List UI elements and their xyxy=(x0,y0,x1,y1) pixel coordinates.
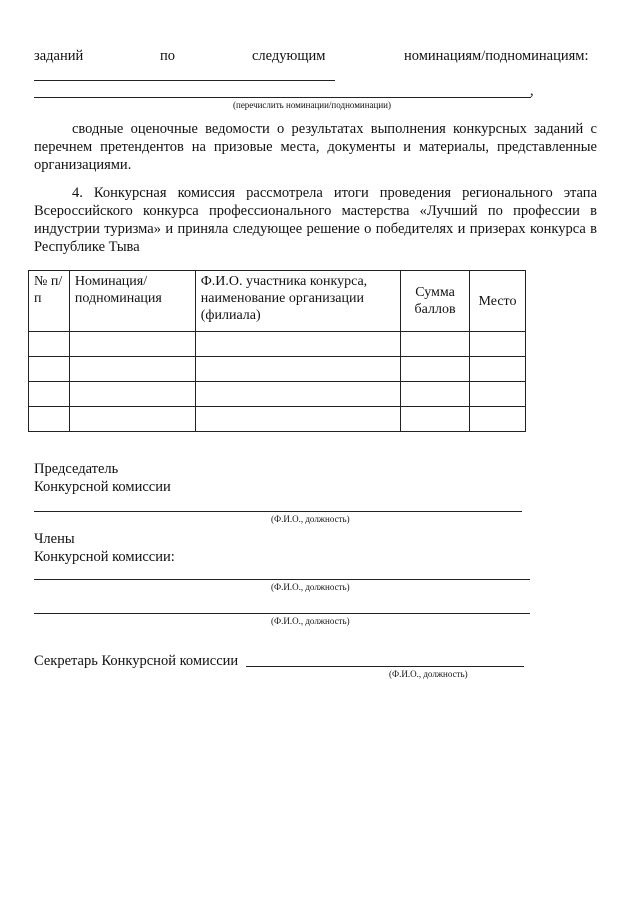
table-cell xyxy=(470,382,526,407)
table-cell xyxy=(470,332,526,357)
table-header-row xyxy=(29,271,526,332)
table-cell xyxy=(29,357,70,382)
table-cell xyxy=(195,332,400,357)
chairman-signature-line xyxy=(34,511,522,512)
chairman-commission: Конкурсной комиссии xyxy=(34,479,171,495)
col-participant: Ф.И.О. участника конкурса, наименование организации (филиала) xyxy=(195,271,400,332)
col-number: № п/п xyxy=(29,271,70,332)
secretary-signature-line xyxy=(246,666,524,667)
col-score: Сумма баллов xyxy=(401,271,470,332)
header-word-following: следующим xyxy=(252,48,326,64)
member-hint-2: (Ф.И.О., должность) xyxy=(271,616,350,626)
table-cell xyxy=(470,357,526,382)
nominations-line-1 xyxy=(34,80,335,81)
header-word-tasks: заданий xyxy=(34,48,84,64)
col-nomination: Номинация/ подноминация xyxy=(69,271,195,332)
member-signature-line-1 xyxy=(34,579,530,580)
table-row xyxy=(29,357,526,382)
nominations-hint: (перечислить номинации/подноминации) xyxy=(233,100,391,110)
table-cell xyxy=(195,382,400,407)
nominations-line-2 xyxy=(34,97,531,98)
member-hint-1: (Ф.И.О., должность) xyxy=(271,582,350,592)
member-signature-line-2 xyxy=(34,613,530,614)
table-row xyxy=(29,407,526,432)
table-cell xyxy=(401,332,470,357)
table-cell xyxy=(69,357,195,382)
table-cell xyxy=(470,407,526,432)
chairman-hint: (Ф.И.О., должность) xyxy=(271,514,350,524)
header-word-nominations: номинациям/подноминациям: xyxy=(404,48,589,64)
members-commission: Конкурсной комиссии: xyxy=(34,549,175,565)
table-cell xyxy=(69,407,195,432)
results-table xyxy=(28,270,526,432)
table-cell xyxy=(69,332,195,357)
secretary-label: Секретарь Конкурсной комиссии xyxy=(34,653,239,669)
col-place: Место xyxy=(470,271,526,332)
table-cell xyxy=(29,382,70,407)
header-word-by: по xyxy=(160,48,176,64)
table-cell xyxy=(69,382,195,407)
paragraph-decision: 4. Конкурсная комиссия рассмотрела итоги проведения регионального этапа Всероссийского конкурса профессионального мастерства «Лучший по профессии в индустрии туризма» и приняла следующее решение о победителях и призерах конкурса в Республике Тыва xyxy=(34,185,597,255)
table-cell xyxy=(401,357,470,382)
table-cell xyxy=(401,407,470,432)
chairman-title: Председатель xyxy=(34,461,119,477)
table-cell xyxy=(195,407,400,432)
table-row xyxy=(29,332,526,357)
secretary-hint: (Ф.И.О., должность) xyxy=(389,669,468,679)
table-cell xyxy=(29,407,70,432)
table-cell xyxy=(195,357,400,382)
table-row xyxy=(29,382,526,407)
table-cell xyxy=(29,332,70,357)
table-cell xyxy=(401,382,470,407)
paragraph-statements: сводные оценочные ведомости о результатах выполнения конкурсных заданий с перечнем претендентов на призовые места, документы и материалы, представленные организациями. xyxy=(34,121,597,173)
trailing-comma: , xyxy=(530,83,534,99)
members-title: Члены xyxy=(34,531,75,547)
